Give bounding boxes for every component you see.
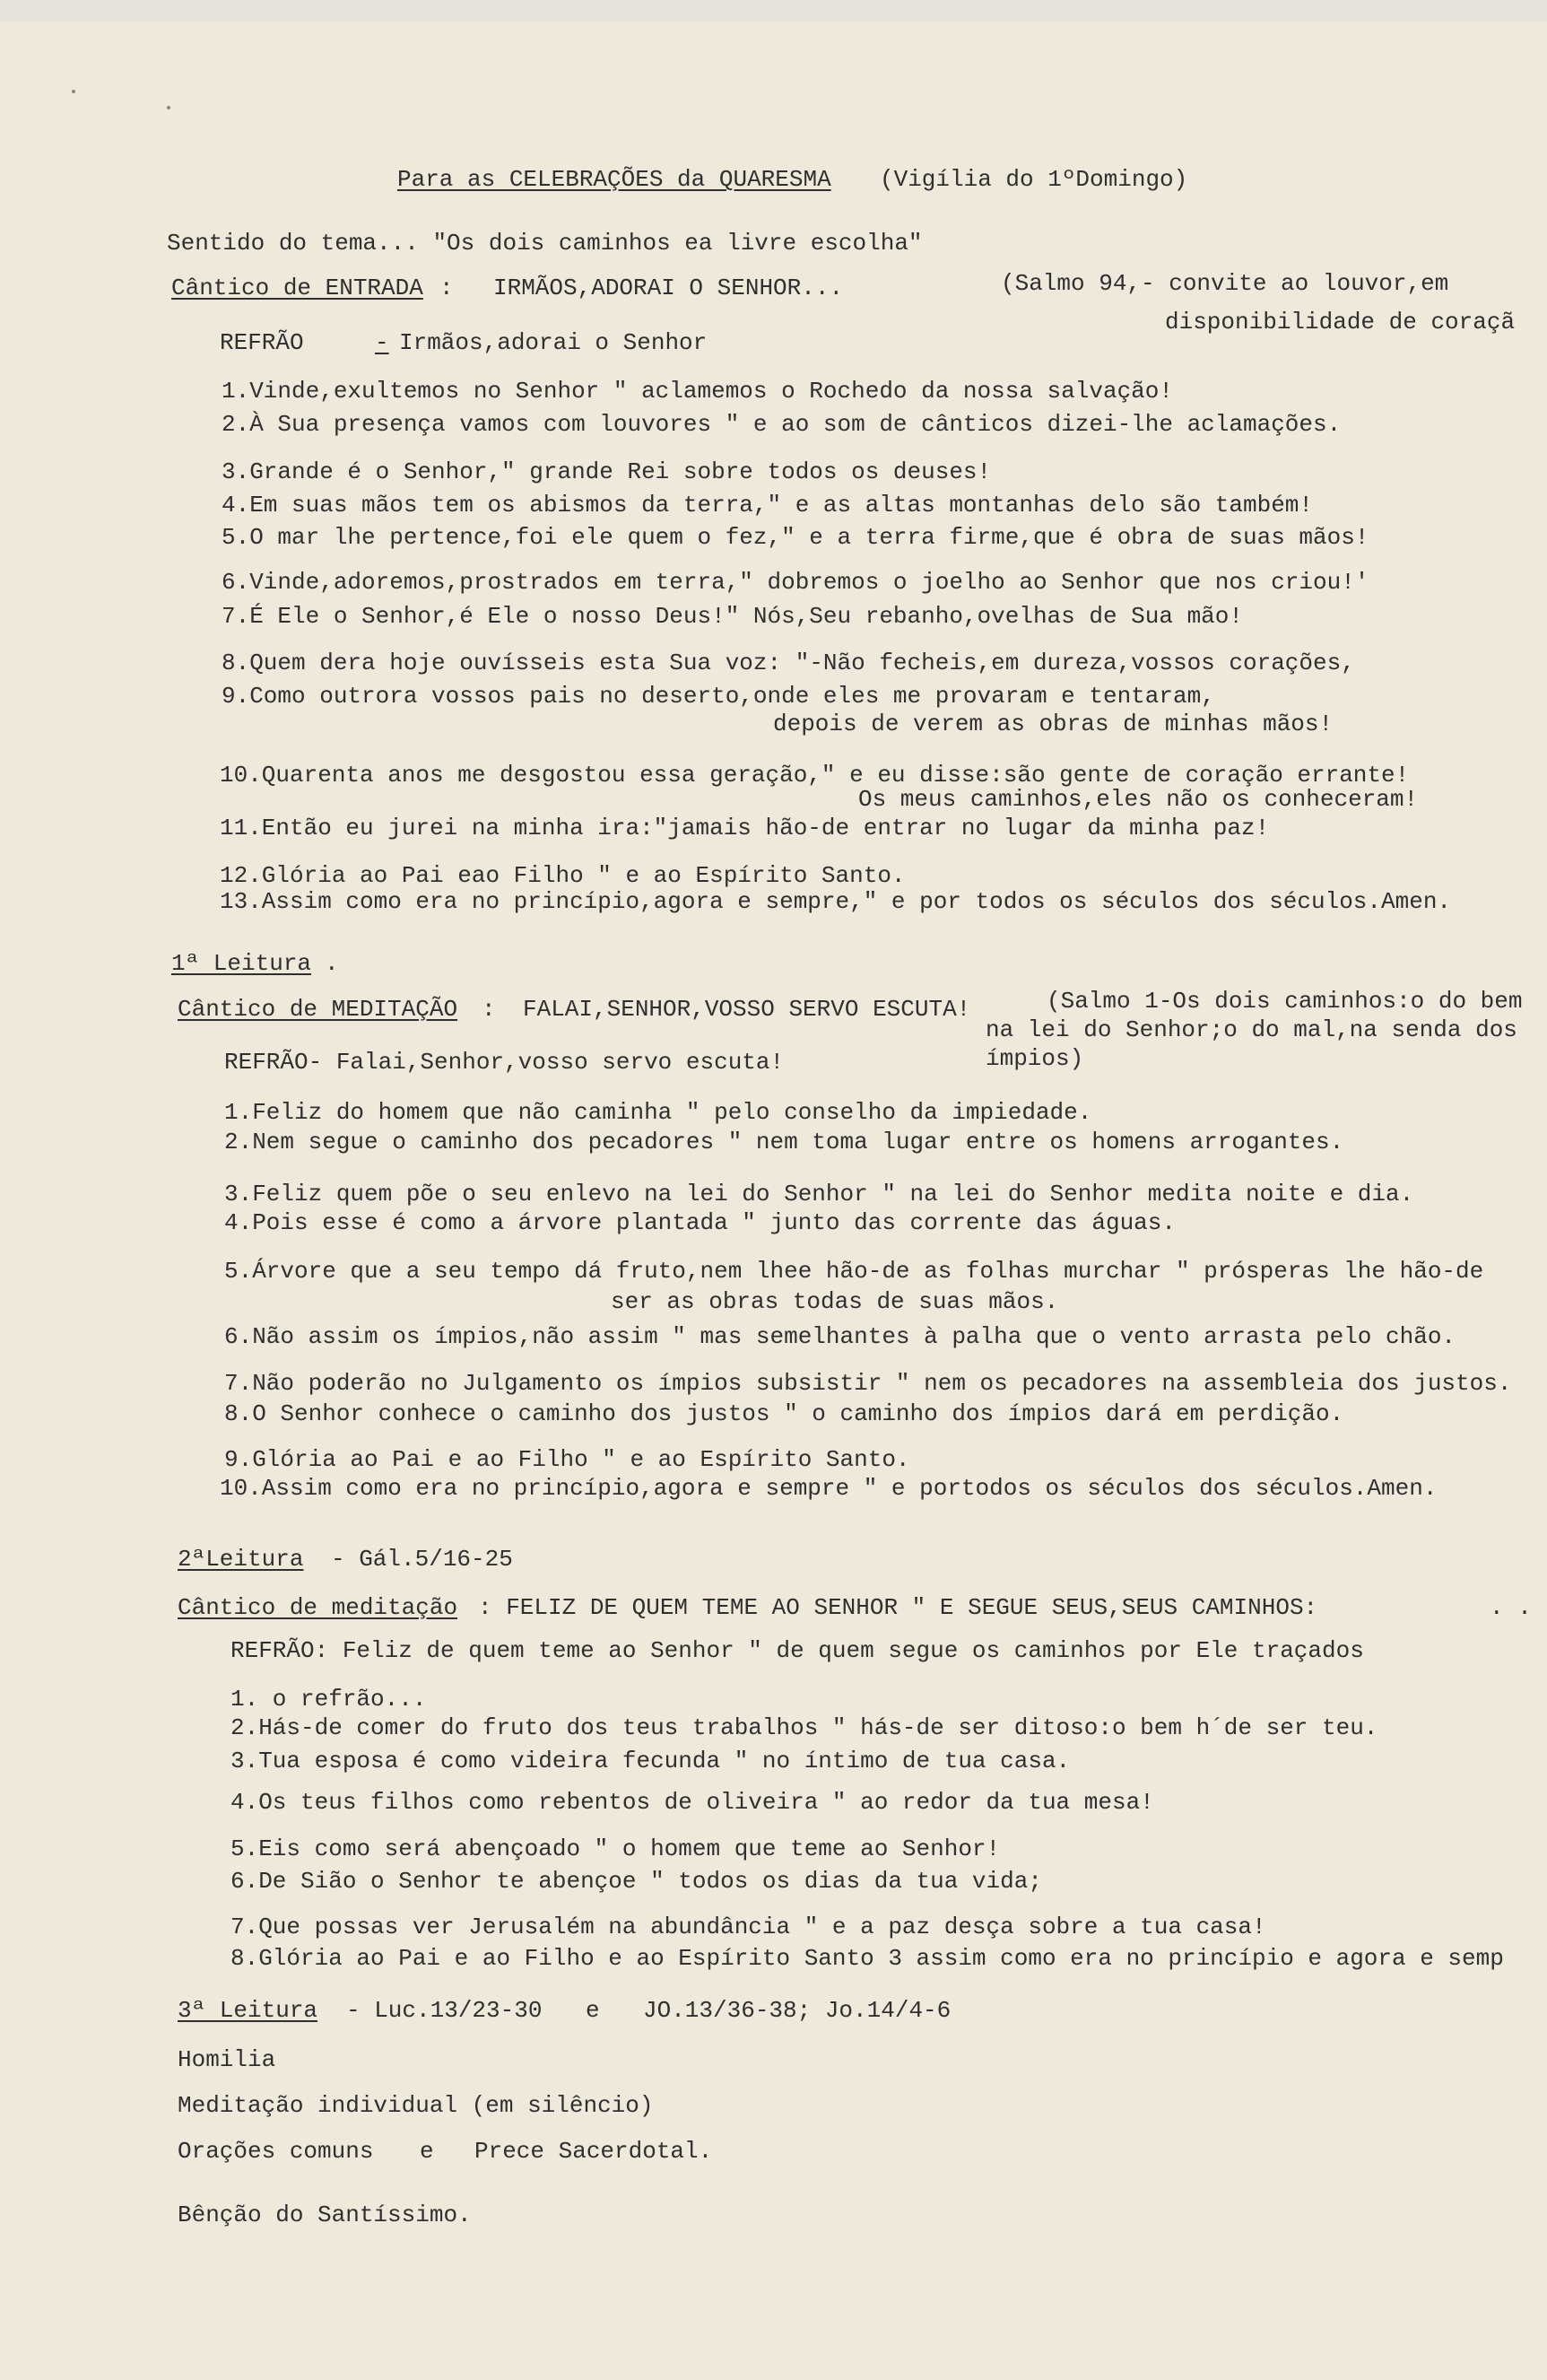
verse-line: 3.Feliz quem põe o seu enlevo na lei do Senhor " na lei do Senhor medita noite e dia. — [224, 1181, 1414, 1207]
verse-line: 4.Pois esse é como a árvore plantada " junto das corrente das águas. — [224, 1209, 1176, 1236]
leitura1-suffix: . — [325, 950, 339, 977]
entrada-colon: : — [439, 275, 454, 301]
refrao-text: Irmãos,adorai o Senhor — [399, 329, 708, 356]
leitura3-conj: e — [586, 1997, 600, 2024]
leitura3-label: 3ª Leitura — [178, 1997, 318, 2024]
oracoes-conj: e — [420, 2138, 434, 2165]
verse-line: 8.O Senhor conhece o caminho dos justos " o caminho dos ímpios dará em perdição. — [224, 1400, 1344, 1427]
entrada-song: IRMÃOS,ADORAI O SENHOR... — [493, 275, 844, 301]
verse-line: 12.Glória ao Pai eao Filho " e ao Espírito Santo. — [220, 862, 906, 889]
leitura2-label: 2ªLeitura — [178, 1546, 304, 1573]
entrada-label: Cântico de ENTRADA — [171, 275, 423, 301]
verse-line: 9.Como outrora vossos pais no deserto,onde eles me provaram e tentaram, — [222, 683, 1215, 710]
leitura3-ref: JO.13/36-38; Jo.14/4-6 — [643, 1997, 952, 2024]
verse-line: 5.Árvore que a seu tempo dá fruto,nem lhee hão-de as folhas murchar " prósperas lhe hão-de — [224, 1258, 1484, 1285]
meditacao1-note: ímpios) — [986, 1045, 1084, 1072]
verse-line: 3.Tua esposa é como videira fecunda " no íntimo de tua casa. — [230, 1748, 1071, 1774]
meditacao-individual-line: Meditação individual (em silêncio) — [178, 2092, 654, 2119]
verse-line: 2.Nem segue o caminho dos pecadores " nem toma lugar entre os homens arrogantes. — [224, 1129, 1344, 1155]
meditacao1-label: Cântico de MEDITAÇÃO — [178, 996, 458, 1023]
verse-line: 11.Então eu jurei na minha ira:"jamais hão-de entrar no lugar da minha paz! — [220, 815, 1270, 841]
scan-edge — [0, 0, 1547, 22]
verse-line: 1. o refrão... — [230, 1686, 427, 1713]
verse-line: 6.Não assim os ímpios,não assim " mas semelhantes à palha que o vento arrasta pelo chão. — [224, 1323, 1456, 1350]
verse-line: 8.Quem dera hoje ouvísseis esta Sua voz: "-Não fecheis,em dureza,vossos corações, — [222, 649, 1355, 676]
verse-line: 5.Eis como será abençoado " o homem que teme ao Senhor! — [230, 1835, 1001, 1862]
verse-line: 6.Vinde,adoremos,prostrados em terra," dobremos o joelho ao Senhor que nos criou!' — [222, 569, 1369, 596]
bencao-line: Bênção do Santíssimo. — [178, 2201, 472, 2228]
verse-line: 7.Não poderão no Julgamento os ímpios subsistir " nem os pecadores na assembleia dos justos. — [224, 1370, 1512, 1397]
verse-line: 4.Os teus filhos como rebentos de oliveira " ao redor da tua mesa! — [230, 1789, 1154, 1816]
meditacao1-song: FALAI,SENHOR,VOSSO SERVO ESCUTA! — [523, 996, 971, 1023]
verse-line: 4.Em suas mãos tem os abismos da terra," e as altas montanhas delo são também! — [222, 492, 1313, 519]
verse-line: 8.Glória ao Pai e ao Filho e ao Espírito Santo 3 assim como era no princípio e agora e semp — [230, 1945, 1504, 1972]
verse-line: 2.Hás-de comer do fruto dos teus trabalhos " hás-de ser ditoso:o bem h´de ser teu. — [230, 1714, 1378, 1741]
verse-line: 7.É Ele o Senhor,é Ele o nosso Deus!" Nós,Seu rebanho,ovelhas de Sua mão! — [222, 603, 1243, 630]
oracoes-line: Orações comuns — [178, 2138, 374, 2165]
refrao-line: REFRÃO: Feliz de quem teme ao Senhor " de quem segue os caminhos por Ele traçados — [230, 1637, 1364, 1664]
page-subtitle: (Vigília do 1ºDomingo) — [880, 166, 1188, 193]
meditacao1-note: na lei do Senhor;o do mal,na senda dos — [986, 1016, 1517, 1043]
verse-line: 13.Assim como era no princípio,agora e sempre," e por todos os séculos dos séculos.Amen. — [220, 888, 1452, 915]
verse-line: 10.Assim como era no princípio,agora e sempre " e portodos os séculos dos séculos.Amen. — [220, 1475, 1438, 1502]
meditacao1-note: (Salmo 1-Os dois caminhos:o do bem — [1047, 988, 1523, 1015]
leitura2-ref: - Gál.5/16-25 — [331, 1546, 513, 1573]
verse-line: 10.Quarenta anos me desgostou essa geração," e eu disse:são gente de coração errante! — [220, 762, 1410, 789]
verse-line: 3.Grande é o Senhor," grande Rei sobre todos os deuses! — [222, 458, 992, 485]
meditacao1-colon: : — [482, 996, 496, 1023]
verse-line: 1.Vinde,exultemos no Senhor " aclamemos o Rochedo da nossa salvação! — [222, 378, 1173, 405]
verse-line: 7.Que possas ver Jerusalém na abundância " e a paz desça sobre a tua casa! — [230, 1914, 1266, 1940]
verse-line: 1.Feliz do homem que não caminha " pelo conselho da impiedade. — [224, 1099, 1092, 1126]
meditacao2-marks: . . — [1490, 1594, 1532, 1621]
verse-line: 9.Glória ao Pai e ao Filho " e ao Espírito Santo. — [224, 1446, 910, 1473]
homilia-line: Homilia — [178, 2046, 276, 2073]
verse-continuation: depois de verem as obras de minhas mãos! — [773, 711, 1334, 737]
ink-speck — [72, 90, 75, 93]
refrao-dash: - — [375, 329, 389, 356]
verse-continuation: Os meus caminhos,eles não os conheceram! — [858, 786, 1419, 813]
entrada-note: (Salmo 94,- convite ao louvor,em — [1001, 270, 1449, 297]
theme-line: Sentido do tema... "Os dois caminhos ea livre escolha" — [167, 230, 923, 257]
verse-continuation: ser as obras todas de suas mãos. — [611, 1288, 1059, 1315]
prece-line: Prece Sacerdotal. — [474, 2138, 713, 2165]
ink-speck — [167, 106, 170, 109]
refrao-line: REFRÃO- Falai,Senhor,vosso servo escuta! — [224, 1049, 785, 1076]
meditacao2-label: Cântico de meditação — [178, 1594, 458, 1621]
verse-line: 5.O mar lhe pertence,foi ele quem o fez," e a terra firme,que é obra de suas mãos! — [222, 524, 1369, 551]
entrada-note: disponibilidade de coraçã — [1165, 309, 1516, 336]
verse-line: 6.De Sião o Senhor te abençoe " todos os dias da tua vida; — [230, 1868, 1042, 1895]
page-title: Para as CELEBRAÇÕES da QUARESMA — [397, 166, 831, 193]
leitura3-ref: - Luc.13/23-30 — [346, 1997, 543, 2024]
refrao-label: REFRÃO — [220, 329, 304, 356]
verse-line: 2.À Sua presença vamos com louvores " e ao som de cânticos dizei-lhe aclamações. — [222, 411, 1342, 438]
meditacao2-song: : FELIZ DE QUEM TEME AO SENHOR " E SEGUE SEUS,SEUS CAMINHOS: — [478, 1594, 1318, 1621]
leitura1-label: 1ª Leitura — [171, 950, 312, 977]
